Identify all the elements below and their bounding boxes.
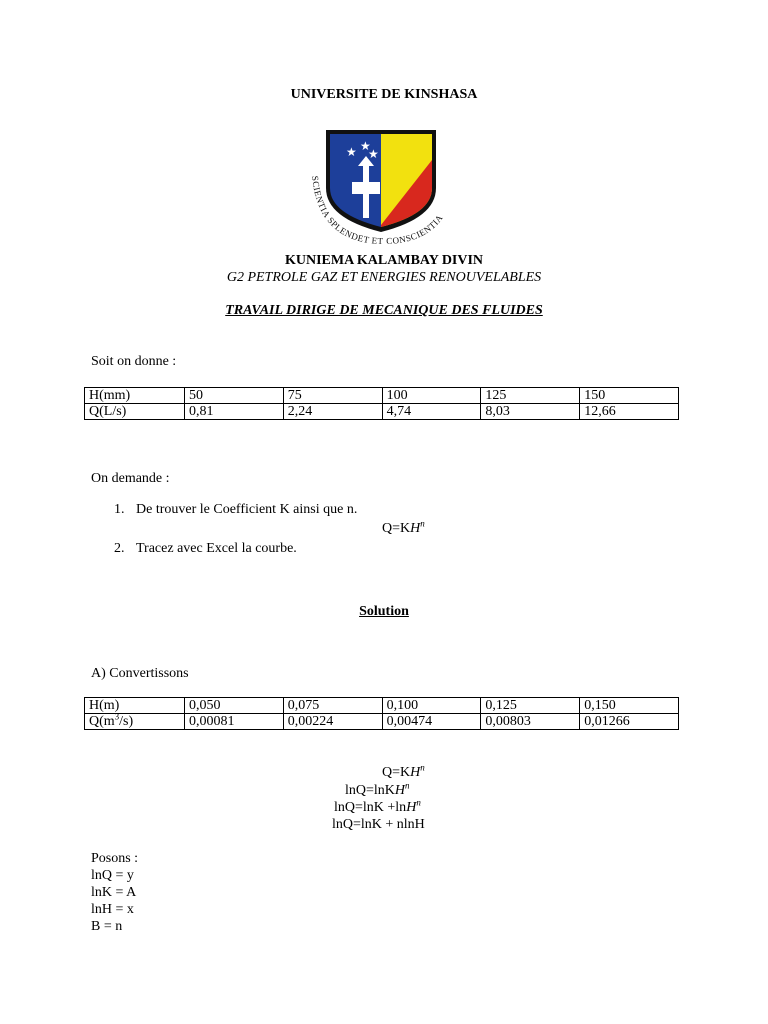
svg-text:★: ★ <box>346 145 357 159</box>
table-cell: 75 <box>283 388 382 404</box>
logo-motto: SCIENTIA SPLENDET ET CONSCIENTIA <box>309 175 445 246</box>
demand-intro: On demande : <box>91 471 170 486</box>
table-cell: H(mm) <box>85 388 185 404</box>
table-row <box>85 714 679 730</box>
list-number: 1. <box>114 502 125 517</box>
equation-1 <box>382 762 425 781</box>
table-cell <box>85 711 185 730</box>
given-intro: Soit on donne : <box>91 354 177 369</box>
eq-exp: n <box>405 780 410 791</box>
equation-2 <box>345 780 410 799</box>
table-cell: 0,100 <box>382 698 481 714</box>
formula-var: H <box>410 521 421 536</box>
posons-item: B = n <box>91 919 123 934</box>
table-cell: 0,00474 <box>382 714 481 730</box>
equation-3 <box>334 797 421 816</box>
list-text: Tracez avec Excel la courbe. <box>136 541 297 556</box>
label-part: /s) <box>119 714 134 729</box>
table-row <box>85 388 679 404</box>
table-cell: 0,125 <box>481 698 580 714</box>
table-cell: 50 <box>185 388 284 404</box>
label-exp: 3 <box>114 711 120 722</box>
eq-exp: n <box>416 797 421 808</box>
eq-text: Q=K <box>382 765 411 780</box>
table-cell: 4,74 <box>382 404 481 420</box>
svg-text:★: ★ <box>368 147 379 161</box>
given-table <box>84 387 679 420</box>
table-cell: 0,150 <box>580 698 679 714</box>
equation-4: lnQ=lnK + nlnH <box>332 817 425 832</box>
eq-text: lnQ=lnK +ln <box>334 800 407 815</box>
eq-text: lnQ=lnK <box>345 783 395 798</box>
list-item <box>114 502 357 518</box>
list-text: De trouver le Coefficient K ainsi que n. <box>136 502 358 517</box>
table-cell: 2,24 <box>283 404 382 420</box>
eq-exp: n <box>420 762 425 773</box>
university-title: UNIVERSITE DE KINSHASA <box>290 87 478 102</box>
table-cell: 8,03 <box>481 404 580 420</box>
formula-exp: n <box>420 518 425 529</box>
formula-text: Q=K <box>382 521 411 536</box>
list-item <box>114 541 297 557</box>
table-cell: 150 <box>580 388 679 404</box>
formula-main <box>382 518 425 537</box>
eq-var: H <box>406 800 417 815</box>
table-cell: 0,00803 <box>481 714 580 730</box>
label-part: Q(m <box>89 714 115 729</box>
table-row <box>85 698 679 714</box>
eq-var: H <box>394 783 406 798</box>
table-cell: 12,66 <box>580 404 679 420</box>
university-logo <box>308 126 460 246</box>
posons-item: lnK = A <box>91 885 137 900</box>
table-row <box>85 404 679 420</box>
table-cell: 0,050 <box>185 698 284 714</box>
student-name: KUNIEMA KALAMBAY DIVIN <box>284 253 484 268</box>
table-cell: 0,01266 <box>580 714 679 730</box>
solution-title: Solution <box>359 604 409 619</box>
eq-var: H <box>410 765 421 780</box>
table-cell: 0,075 <box>283 698 382 714</box>
work-title: TRAVAIL DIRIGE DE MECANIQUE DES FLUIDES <box>225 303 543 318</box>
program-name: G2 PETROLE GAZ ET ENERGIES RENOUVELABLES <box>226 270 542 285</box>
table-cell: 0,00081 <box>185 714 284 730</box>
svg-text:★: ★ <box>360 139 371 153</box>
posons-title: Posons : <box>91 851 139 866</box>
posons-item: lnQ = y <box>91 868 134 883</box>
list-number: 2. <box>114 541 125 556</box>
section-a-title: A) Convertissons <box>91 666 189 681</box>
table-cell: 0,81 <box>185 404 284 420</box>
table-cell: 0,00224 <box>283 714 382 730</box>
converted-table <box>84 697 679 730</box>
shield-emblem <box>308 126 460 246</box>
posons-item: lnH = x <box>91 902 134 917</box>
table-cell: Q(L/s) <box>85 404 185 420</box>
table-cell: 100 <box>382 388 481 404</box>
table-cell: H(m) <box>85 698 185 714</box>
table-cell: 125 <box>481 388 580 404</box>
